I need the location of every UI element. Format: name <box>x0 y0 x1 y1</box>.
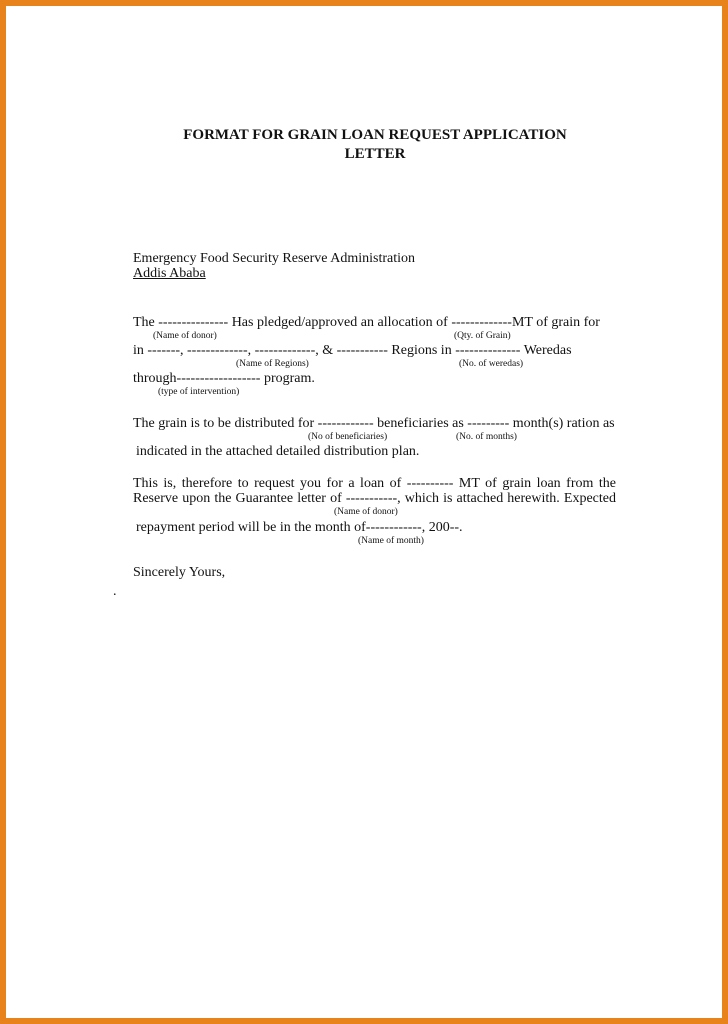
note-name-of-regions: (Name of Regions) <box>236 359 309 369</box>
paragraph-3-line-1: This is, therefore to request you for a loan of ---------- MT of grain loan from the <box>133 476 616 491</box>
paragraph-1-line-1: The --------------- Has pledged/approved an allocation of -------------MT of grain for <box>133 315 600 330</box>
note-no-of-months: (No. of months) <box>456 432 517 442</box>
document-title-line-1: FORMAT FOR GRAIN LOAN REQUEST APPLICATION <box>183 127 567 143</box>
addressee-organization: Emergency Food Security Reserve Administration <box>133 251 416 266</box>
closing-salutation: Sincerely Yours, <box>133 565 226 580</box>
addressee-city: Addis Ababa <box>133 266 206 281</box>
paragraph-1-line-2: in -------, -------------, -------------, & ----------- Regions in -------------- Weredas <box>133 343 572 358</box>
document-title-line-2: LETTER <box>344 146 406 162</box>
note-name-of-month: (Name of month) <box>358 536 424 546</box>
paragraph-3-line-3: repayment period will be in the month of------------, 200--. <box>136 520 463 535</box>
stray-mark: . <box>113 584 117 599</box>
note-name-of-donor-2: (Name of donor) <box>334 507 398 517</box>
note-name-of-donor: (Name of donor) <box>153 331 217 341</box>
note-no-of-weredas: (No. of weredas) <box>459 359 524 369</box>
paragraph-3-line-2: Reserve upon the Guarantee letter of -----------, which is attached herewith. Expected <box>133 491 616 506</box>
note-qty-of-grain: (Qty. of Grain) <box>454 331 511 341</box>
paragraph-1-line-3: through------------------ program. <box>133 371 315 386</box>
note-type-of-intervention: (type of intervention) <box>158 387 240 397</box>
paragraph-2-line-1: The grain is to be distributed for ------------ beneficiaries as --------- month(s) ration as <box>133 416 615 431</box>
note-no-of-beneficiaries: (No of beneficiaries) <box>308 432 388 442</box>
paragraph-2-line-2: indicated in the attached detailed distribution plan. <box>136 444 420 459</box>
